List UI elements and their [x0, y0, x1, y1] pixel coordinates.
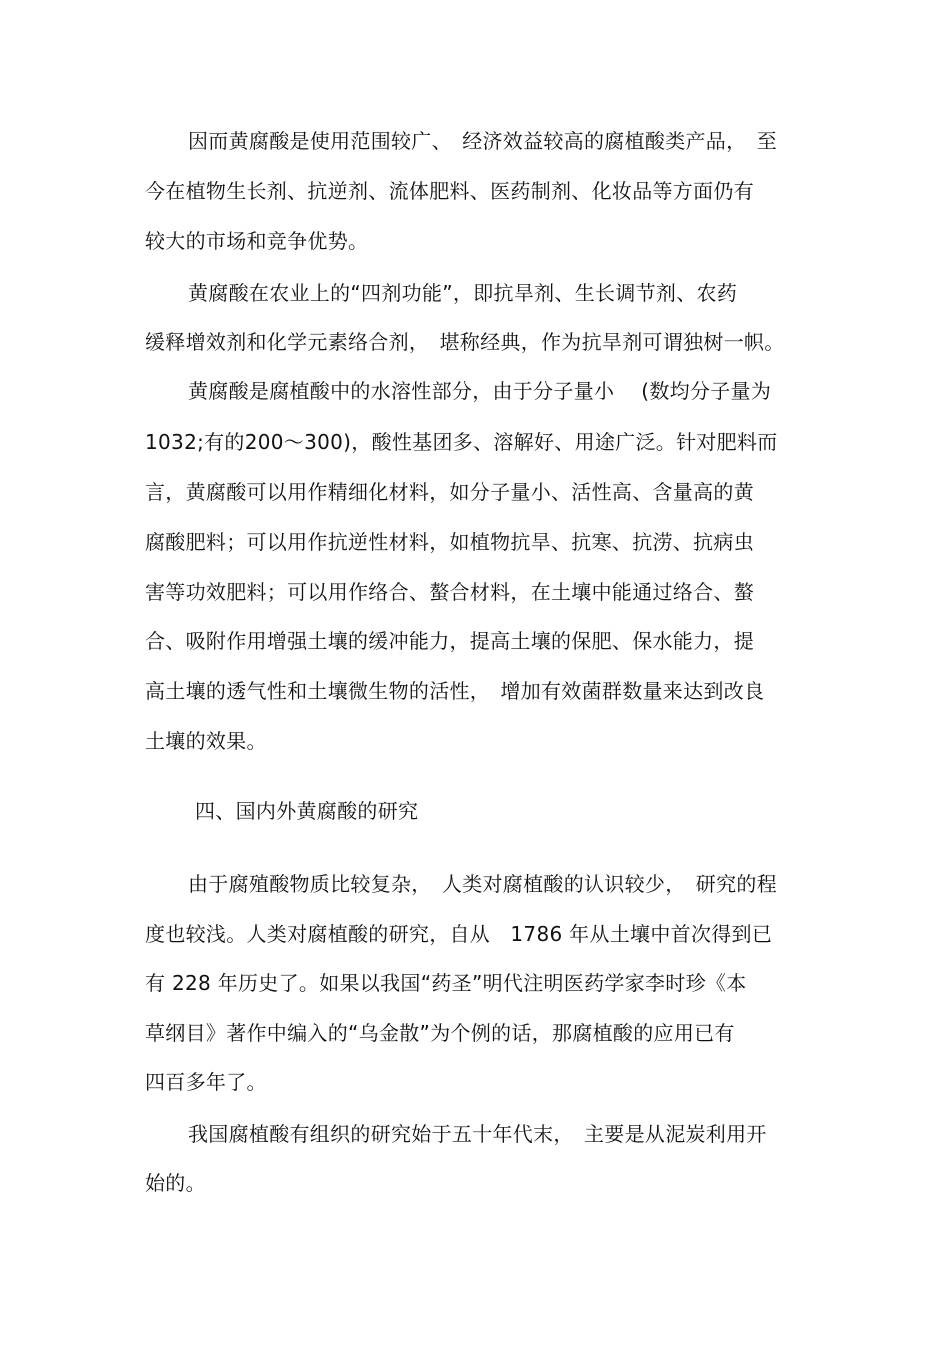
paragraph-4-line-2: 度也较浅。人类对腐植酸的研究，自从 1786 年从土壤中首次得到已	[145, 922, 773, 946]
paragraph-3-line-7: 高土壤的透气性和土壤微生物的活性， 增加有效菌群数量来达到改良	[145, 679, 765, 703]
paragraph-4-line-4: 草纲目》著作中编入的“乌金散”为个例的话，那腐植酸的应用已有	[145, 1021, 735, 1045]
paragraph-4-line-5: 四百多年了。	[145, 1070, 267, 1094]
paragraph-3-line-6: 合、吸附作用增强土壤的缓冲能力，提高土壤的保肥、保水能力，提	[145, 629, 754, 653]
paragraph-3-line-5: 害等功效肥料；可以用作络合、螯合材料，在土壤中能通过络合、螯	[145, 580, 754, 604]
paragraph-3-line-3: 言，黄腐酸可以用作精细化材料，如分子量小、活性高、含量高的黄	[145, 480, 754, 504]
paragraph-3-line-1: 黄腐酸是腐植酸中的水溶性部分，由于分子量小 (数均分子量为	[188, 379, 772, 403]
paragraph-3-line-2: 1032;有的200～300)，酸性基团多、溶解好、用途广泛。针对肥料而	[145, 430, 778, 454]
paragraph-1-line-3: 较大的市场和竞争优势。	[145, 229, 369, 253]
paragraph-1-line-1: 因而黄腐酸是使用范围较广、 经济效益较高的腐植酸类产品， 至	[188, 129, 777, 153]
paragraph-3-line-8: 土壤的效果。	[145, 729, 267, 753]
paragraph-5-line-1: 我国腐植酸有组织的研究始于五十年代末， 主要是从泥炭利用开	[188, 1122, 767, 1146]
paragraph-3-line-4: 腐酸肥料；可以用作抗逆性材料，如植物抗旱、抗寒、抗涝、抗病虫	[145, 530, 754, 554]
paragraph-4-line-3: 有 228 年历史了。如果以我国“药圣”明代注明医药学家李时珍《本	[145, 971, 747, 995]
paragraph-1-line-2: 今在植物生长剂、抗逆剂、流体肥料、医药制剂、化妆品等方面仍有	[145, 179, 754, 203]
paragraph-2-line-1: 黄腐酸在农业上的“四剂功能”，即抗旱剂、生长调节剂、农药	[188, 281, 738, 305]
paragraph-5-line-2: 始的。	[145, 1171, 206, 1195]
paragraph-2-line-2: 缓释增效剂和化学元素络合剂， 堪称经典，作为抗旱剂可谓独树一帜。	[145, 330, 785, 354]
paragraph-4-line-1: 由于腐殖酸物质比较复杂， 人类对腐植酸的认识较少， 研究的程	[188, 872, 777, 896]
section-heading: 四、国内外黄腐酸的研究	[195, 799, 419, 823]
